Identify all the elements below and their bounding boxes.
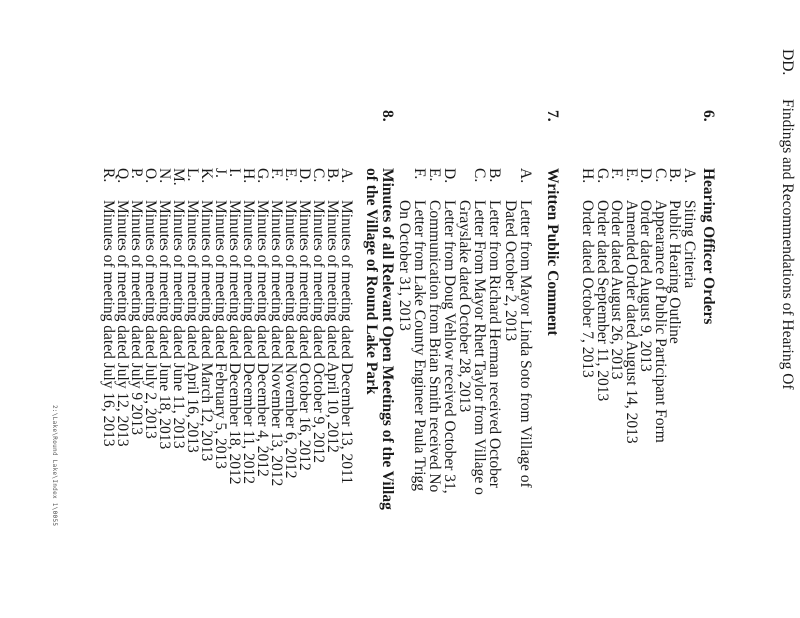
item-text: Minutes of meeting dated December 18, 2012 [226, 200, 243, 485]
item-text: Grayslake dated October 28, 2013 [456, 200, 474, 413]
item-letter: Q. [114, 168, 131, 184]
item-letter: F. [608, 168, 626, 180]
item-letter: K. [198, 168, 215, 184]
item-text: Minutes of meeting dated June 11, 2013 [170, 200, 187, 449]
section-title: Written Public Comment [544, 168, 561, 336]
item-text: On October 31, 2013 [396, 200, 414, 331]
item-text: Letter from Lake County Engineer Paula Trigg [411, 200, 428, 491]
item-letter: B. [666, 168, 684, 183]
item-text: Minutes of meeting dated February 5, 2013 [212, 200, 229, 470]
item-text: Order dated August 9, 2013 [637, 200, 655, 372]
item-letter: E. [426, 168, 443, 182]
section-title: Hearing Officer Orders [700, 168, 717, 325]
item-text: Minutes of meeting dated March 12, 2013 [198, 200, 215, 462]
item-letter: E. [623, 168, 640, 182]
item-letter: DD. [779, 49, 796, 76]
section-title-line: of the Village of Round Lake Park [363, 168, 380, 395]
item-letter: C. [310, 168, 327, 183]
item-text: Minutes of meeting dated April 16, 2013 [184, 200, 201, 453]
item-letter: F. [268, 168, 285, 180]
item-letter: P. [128, 168, 145, 179]
item-text: Minutes of meeting dated December 4, 2012 [254, 200, 271, 477]
item-text: Minutes of meeting dated July 2, 2013 [142, 200, 159, 439]
section-number: 7. [544, 110, 561, 122]
item-text: Dated October 2, 2013 [502, 200, 520, 342]
item-letter: O. [142, 168, 159, 184]
item-text: Minutes of meeting dated December 11, 2012 [240, 200, 257, 484]
item-text: Minutes of meeting dated April 10, 2012 [324, 200, 341, 453]
item-text: Communication from Brian Smith received No [426, 200, 443, 493]
item-letter: D. [637, 168, 655, 184]
item-text: Minutes of meeting dated October 9, 2012 [310, 200, 327, 464]
item-text: Order dated October 7, 2013 [579, 200, 597, 378]
item-text: Minutes of meeting dated July 12, 2013 [114, 200, 131, 447]
section-number: 6. [700, 110, 717, 122]
item-text: Minutes of meeting dated December 13, 2011 [338, 200, 355, 484]
item-letter: L. [184, 168, 201, 182]
item-text: Minutes of meeting dated October 16, 2012 [296, 200, 313, 471]
item-letter: R. [100, 168, 117, 183]
item-text: Minutes of meeting dated July 9 2013 [128, 200, 145, 436]
item-text: Amended Order dated August 14, 2013 [623, 200, 640, 444]
item-letter: G. [254, 168, 271, 184]
item-text: Appearance of Public Participant Form [652, 200, 669, 443]
item-letter: F. [411, 168, 428, 180]
margin-stamp: 2:\Lake\Round Lake\Index 1\0055 [51, 405, 58, 527]
item-letter: G. [594, 168, 611, 184]
item-text: Letter From Mayor Rhett Taylor from Village o [471, 200, 488, 495]
item-letter: D. [296, 168, 313, 184]
item-text: Findings and Recommendations of Hearing Of [779, 99, 796, 390]
item-text: Siting Criteria [681, 200, 698, 289]
item-text: Letter from Richard Herman received October [486, 200, 503, 488]
item-letter: A. [338, 168, 355, 184]
item-letter: H. [240, 168, 257, 184]
item-letter: C. [652, 168, 669, 183]
item-letter: E. [282, 168, 299, 182]
item-letter: B. [324, 168, 341, 183]
section-number: 8. [379, 110, 396, 122]
item-text: Order dated August 26, 2013 [608, 200, 626, 380]
item-letter: I. [226, 168, 243, 178]
item-letter: N. [156, 168, 173, 184]
item-letter: A. [681, 168, 698, 184]
item-text: Letter from Doug Vehlow received October 31, [441, 200, 458, 494]
item-text: Public Hearing Outline [666, 200, 684, 344]
item-text: Minutes of meeting dated November 6, 2012 [282, 200, 299, 479]
item-text: Letter from Mayor Linda Soto from Village of [517, 200, 534, 488]
item-letter: A. [517, 168, 534, 184]
item-text: Minutes of meeting dated June 18, 2013 [156, 200, 173, 450]
item-letter: D. [441, 168, 458, 184]
item-text: Minutes of meeting dated November 13, 2012 [268, 200, 285, 487]
item-text: Order dated September 11, 2013 [594, 200, 611, 402]
item-text: Minutes of meeting dated July 16, 2013 [100, 200, 117, 447]
item-letter: M. [170, 168, 187, 186]
item-letter: B. [486, 168, 503, 183]
item-letter: C. [471, 168, 488, 183]
item-letter: J. [212, 168, 229, 178]
section-title-line: Minutes of all Relevant Open Meetings of the Villag [379, 168, 396, 510]
item-letter: H. [579, 168, 597, 184]
